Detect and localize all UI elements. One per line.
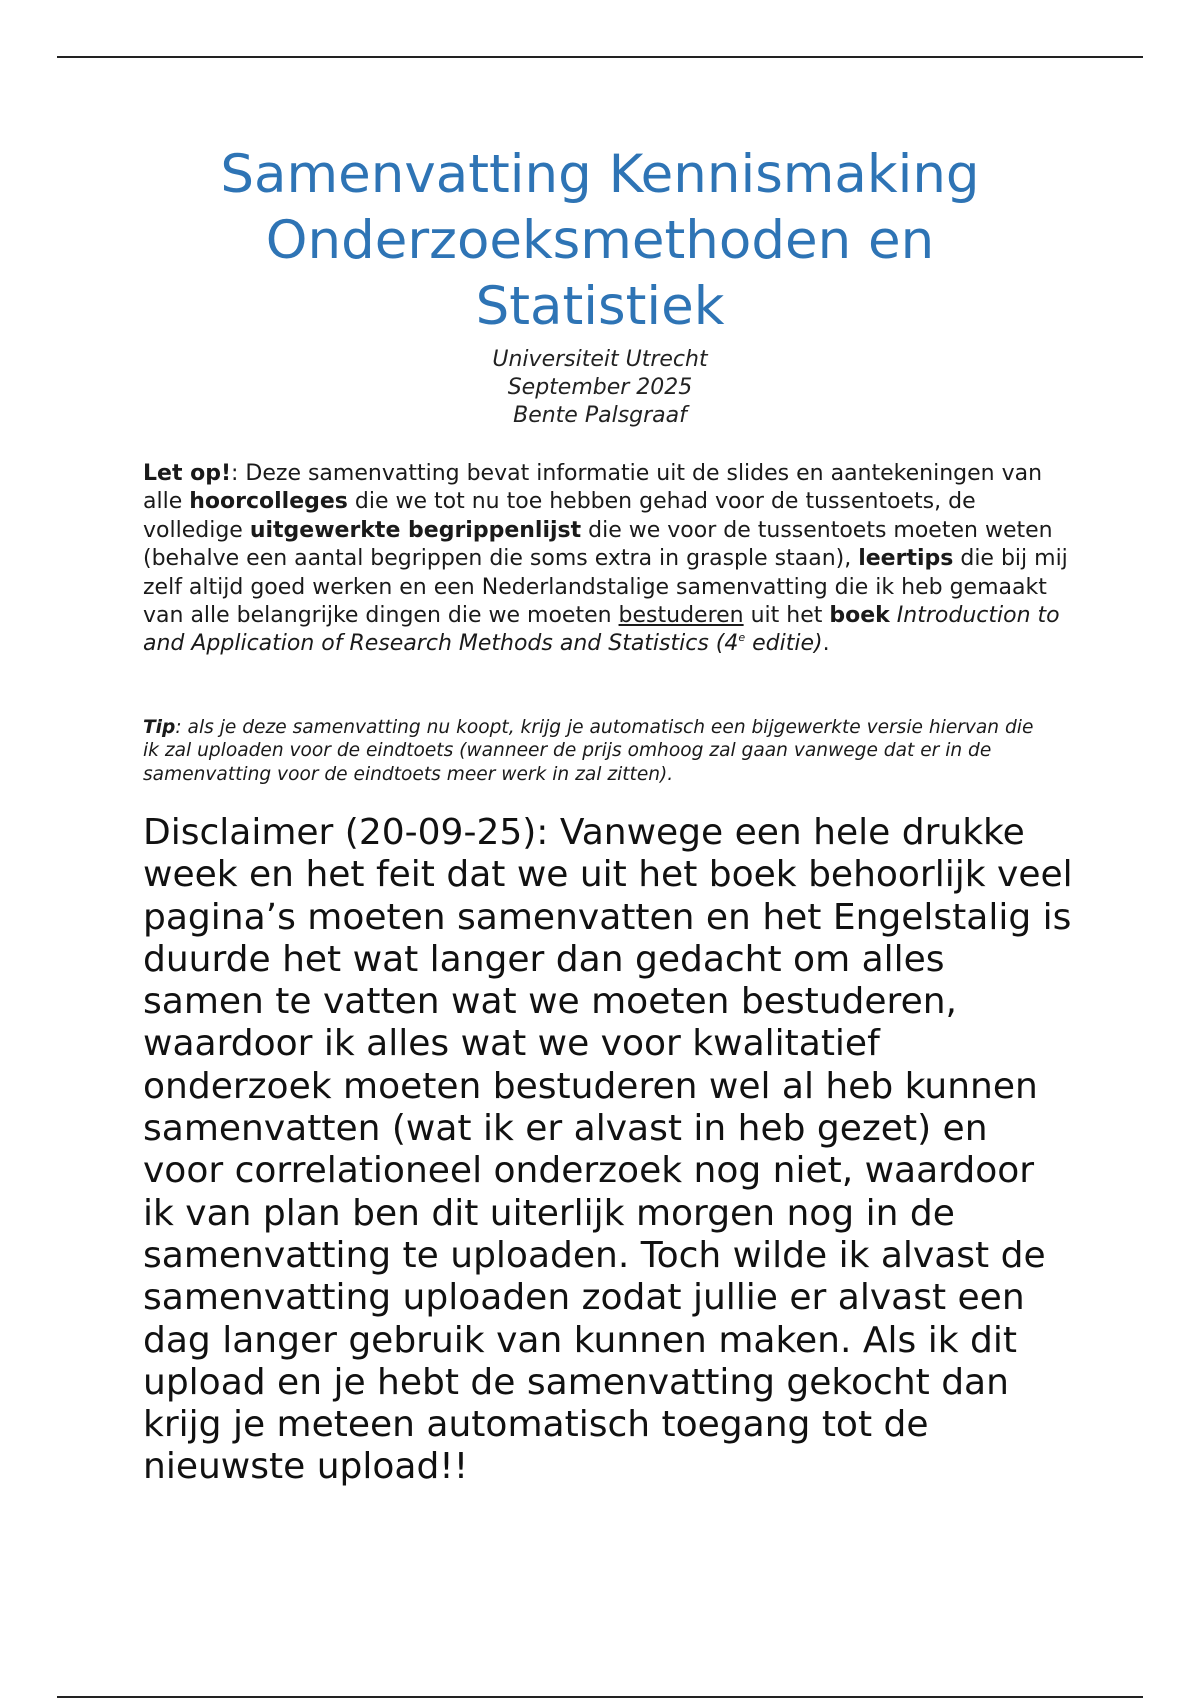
intro-text-2: die we tot nu toe hebben gehad voor de tussentoets, de volledige xyxy=(143,489,976,543)
let-op-label: Let op! xyxy=(143,461,232,486)
title-line-1: Samenvatting Kennismaking xyxy=(220,144,980,205)
intro-text-5: uit het xyxy=(743,603,830,629)
tip-paragraph xyxy=(143,716,1043,786)
tip-label: Tip xyxy=(143,717,176,738)
author: Bente Palsgraaf xyxy=(513,403,687,428)
document-title xyxy=(150,142,1050,340)
title-line-3: Statistiek xyxy=(475,276,725,337)
intro-text-6: . xyxy=(822,631,830,657)
intro-bold-hoorcolleges: hoorcolleges xyxy=(189,489,348,515)
title-line-2: Onderzoeksmethoden en xyxy=(265,210,935,271)
edition-superscript: e xyxy=(738,631,746,645)
intro-bold-begrippenlijst: uitgewerkte begrippenlijst xyxy=(249,517,582,543)
intro-underline-bestuderen: bestuderen xyxy=(618,603,744,629)
date: September 2025 xyxy=(507,375,693,400)
disclaimer-paragraph: Disclaimer (20-09-25): Vanwege een hele drukke week en het feit dat we uit het boek behoorlijk veel pagina’s moeten samenvatten en het Engelstalig is duurde het wat langer dan gedacht om alles samen te vatten wat we moeten bestuderen, waardoor ik alles wat we voor kwalitatief onderzoek moeten bestuderen wel al heb kunnen samenvatten (wat ik er alvast in heb gezet) en voor correlationeel onderzoek nog niet, waardoor ik van plan ben dit uiterlijk morgen nog in de samenvatting te uploaden. Toch wilde ik alvast de samenvatting uploaden zodat jullie er alvast een dag langer gebruik van kunnen maken. Als ik dit upload en je hebt de samenvatting gekocht dan krijg je meteen automatisch toegang tot de nieuwste upload!! xyxy=(143,812,1073,1488)
book-edition-text: editie) xyxy=(745,631,823,657)
intro-text-1: : Deze samenvatting bevat informatie uit de slides en aantekeningen van alle xyxy=(143,461,1043,515)
intro-bold-leertips: leertips xyxy=(858,546,954,572)
intro-text-3: die we voor de tussentoets moeten weten (behalve een aantal begrippen die soms extra in grasple staan), xyxy=(143,517,1053,572)
document-meta xyxy=(300,346,900,430)
tip-text: : als je deze samenvatting nu koopt, krijg je automatisch een bijgewerkte versie hiervan die ik zal uploaden voor de eindtoets (wanneer de prijs omhoog zal gaan vanwege dat er in de samenvatting voor de eindtoets meer werk in zal zitten). xyxy=(143,717,1034,785)
intro-text-4: die bij mij zelf altijd goed werken en een Nederlandstalige samenvatting die ik heb gemaakt van alle belangrijke dingen die we moeten xyxy=(143,546,1068,629)
footer-rule xyxy=(57,1696,1143,1698)
intro-bold-boek: boek xyxy=(829,603,890,629)
header-rule xyxy=(57,56,1143,58)
university: Universiteit Utrecht xyxy=(492,347,708,372)
book-title-text: Introduction to and Application of Research Methods and Statistics (4 xyxy=(143,603,1060,657)
intro-paragraph xyxy=(143,460,1073,659)
